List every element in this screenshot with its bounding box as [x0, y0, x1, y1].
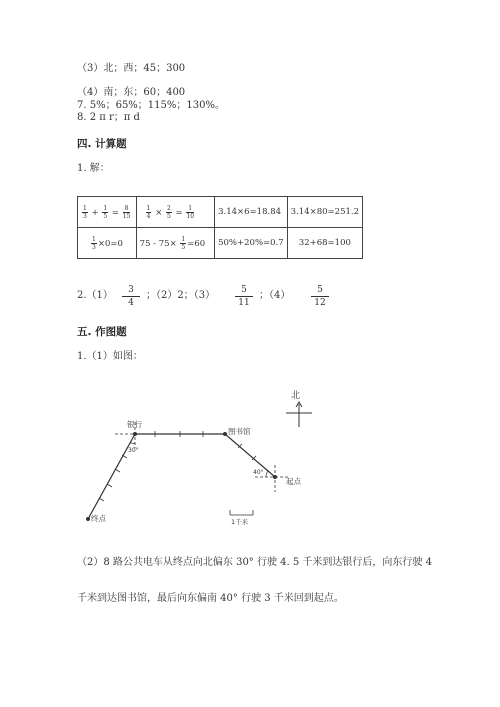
table-cell: 50%+20%=0.7: [215, 228, 288, 259]
answer-2-3-fraction: $\frac{5}{11}$: [235, 284, 253, 309]
north-label: 北: [291, 391, 301, 401]
operator: +: [91, 207, 99, 218]
angle-label-start: 40°: [253, 469, 264, 476]
section-5-heading: 五. 作图题: [77, 326, 127, 338]
table-row: [78, 197, 363, 228]
scale-label: 1千米: [231, 518, 249, 526]
end-label: 终点: [91, 514, 106, 523]
equals: =: [175, 207, 183, 218]
fraction: $\frac{2}{5}$: [167, 204, 171, 220]
answer-2-separator-1: ；（2）2；（3）: [146, 290, 216, 301]
section-4-heading: 四. 计算题: [77, 138, 127, 150]
answer-2-separator-2: ；（4）: [259, 290, 291, 301]
operator: ×: [155, 207, 163, 218]
library-label: 图书馆: [228, 427, 251, 436]
fraction: $\frac{1}{5}$: [103, 204, 108, 220]
table-cell: 75 - 75× $\frac{1}{5}$ =60: [136, 228, 214, 259]
question-5-2-line-1: （2）8 路公共电车从终点向北偏东 30° 行驶 4. 5 千米到达银行后，向东行驶 4: [77, 557, 432, 568]
answer-3: （3）北；西；45；300: [77, 63, 186, 74]
route-tick-marks: [99, 431, 256, 501]
fraction: $\frac{1}{3}$: [83, 204, 87, 220]
answer-2-1-fraction: $\frac{3}{4}$: [122, 284, 140, 309]
question-5-2-line-2: 千米到达图书馆，最后向东偏南 40° 行驶 3 千米回到起点。: [77, 593, 344, 604]
table-cell: 32+68=100: [287, 228, 362, 259]
library-point: [223, 432, 227, 436]
table-row: [78, 228, 363, 259]
question-5-1-label: 1.（1）如图：: [77, 351, 143, 362]
question-2-label: 2.（1）: [77, 290, 113, 301]
scale-bar: [230, 510, 253, 515]
table-cell: 3.14×6=18.84: [215, 197, 288, 228]
angle-label-bank: 30°: [128, 447, 139, 454]
fraction: $\frac{8}{15}$: [122, 204, 131, 220]
angle-arc-start: [266, 471, 268, 477]
start-point: [273, 475, 277, 479]
table-cell: [78, 197, 137, 228]
route-line: [88, 434, 275, 519]
fraction: $\frac{1}{10}$: [186, 204, 195, 220]
table-cell: 3.14×80=251.2: [287, 197, 362, 228]
question-1-label: 1. 解：: [77, 163, 110, 174]
angle-arc-bank: [130, 443, 135, 444]
bank-point: [133, 432, 137, 436]
bank-label: 银行: [127, 420, 142, 429]
answer-2-4-fraction: $\frac{5}{12}$: [311, 284, 329, 309]
fraction: $\frac{1}{5}$: [181, 235, 186, 251]
answer-4: （4）南；东；60；400: [77, 87, 186, 98]
table-cell: [136, 197, 214, 228]
compass-north-icon: [286, 402, 312, 427]
bank-reference-axes: [115, 422, 135, 448]
table-cell: $\frac{1}{3}$ ×0=0: [78, 228, 137, 259]
start-label: 起点: [286, 477, 301, 486]
answer-8: 8. 2 π r；π d: [77, 112, 140, 123]
equals: =: [111, 207, 120, 218]
fraction: $\frac{1}{3}$: [92, 235, 96, 251]
end-point: [86, 517, 90, 521]
start-reference-axes: [255, 465, 290, 492]
answer-7: 7. 5%；65%；115%；130%。: [77, 100, 225, 111]
fraction: $\frac{1}{4}$: [146, 204, 151, 220]
calculation-table: [77, 196, 363, 259]
